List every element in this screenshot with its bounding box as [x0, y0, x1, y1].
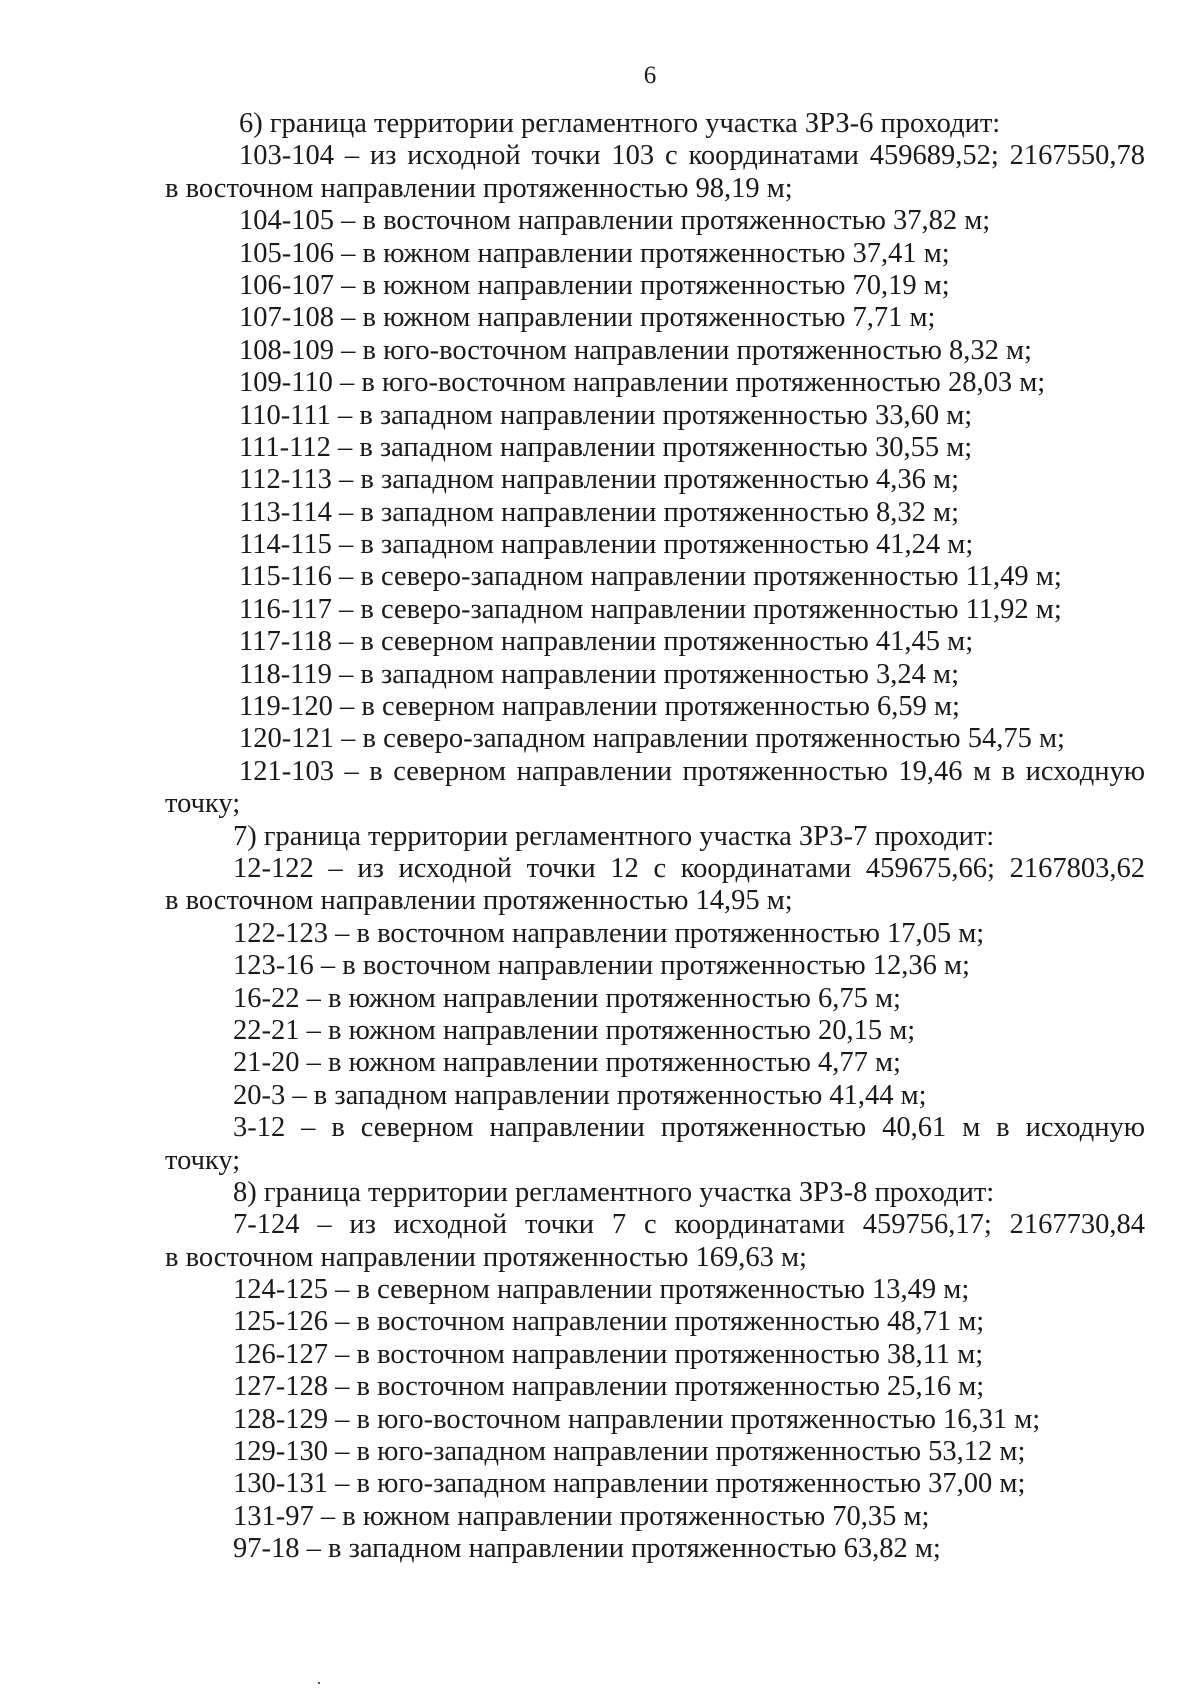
text-line: 22-21 – в южном направлении протяженностью 20,15 м;	[233, 1014, 916, 1046]
scan-speck	[318, 1682, 320, 1684]
page-number: 6	[643, 62, 657, 89]
text-line: 116-117 – в северо-западном направлении протяженностью 11,92 м;	[239, 593, 1062, 625]
text-line: 7) граница территории регламентного участка ЗРЗ-7 проходит:	[233, 820, 995, 852]
text-line: 3-12 – в северном направлении протяженностью 40,61 м в исходную	[233, 1112, 1145, 1144]
text-line: 117-118 – в северном направлении протяженностью 41,45 м;	[239, 626, 974, 658]
text-line: точку;	[165, 788, 241, 820]
text-line: 115-116 – в северо-западном направлении протяженностью 11,49 м;	[239, 561, 1062, 593]
text-line: 119-120 – в северном направлении протяженностью 6,59 м;	[239, 691, 960, 723]
text-line: 105-106 – в южном направлении протяженностью 37,41 м;	[239, 237, 950, 269]
text-line: 12-122 – из исходной точки 12 с координатами 459675,66; 2167803,62	[233, 852, 1145, 884]
text-line: 110-111 – в западном направлении протяженностью 33,60 м;	[239, 399, 973, 431]
document-body	[165, 108, 1145, 1566]
text-line: 121-103 – в северном направлении протяженностью 19,46 м в исходную	[239, 755, 1145, 787]
text-line: 124-125 – в северном направлении протяженностью 13,49 м;	[233, 1274, 970, 1306]
text-line: 114-115 – в западном направлении протяженностью 41,24 м;	[239, 529, 974, 561]
text-line: 8) граница территории регламентного участка ЗРЗ-8 проходит:	[233, 1176, 995, 1208]
text-line: 21-20 – в южном направлении протяженностью 4,77 м;	[233, 1047, 901, 1079]
text-line: в восточном направлении протяженностью 169,63 м;	[165, 1241, 807, 1273]
text-line: 97-18 – в западном направлении протяженностью 63,82 м;	[233, 1533, 941, 1565]
text-line: 122-123 – в восточном направлении протяженностью 17,05 м;	[233, 917, 985, 949]
text-line: 126-127 – в восточном направлении протяженностью 38,11 м;	[233, 1338, 984, 1370]
text-line: 106-107 – в южном направлении протяженностью 70,19 м;	[239, 269, 950, 301]
text-line: 16-22 – в южном направлении протяженностью 6,75 м;	[233, 982, 901, 1014]
text-line: 20-3 – в западном направлении протяженностью 41,44 м;	[233, 1079, 927, 1111]
text-line: 112-113 – в западном направлении протяженностью 4,36 м;	[239, 464, 959, 496]
text-line: 130-131 – в юго-западном направлении протяженностью 37,00 м;	[233, 1468, 1026, 1500]
text-line: 107-108 – в южном направлении протяженностью 7,71 м;	[239, 302, 936, 334]
text-line: 113-114 – в западном направлении протяженностью 8,32 м;	[239, 496, 959, 528]
text-line: 123-16 – в восточном направлении протяженностью 12,36 м;	[233, 950, 970, 982]
text-line: 103-104 – из исходной точки 103 с координатами 459689,52; 2167550,78	[239, 140, 1145, 172]
text-line: 125-126 – в восточном направлении протяженностью 48,71 м;	[233, 1306, 985, 1338]
text-line: 120-121 – в северо-западном направлении протяженностью 54,75 м;	[239, 723, 1065, 755]
text-line: точку;	[165, 1144, 241, 1176]
text-line: 104-105 – в восточном направлении протяженностью 37,82 м;	[239, 205, 991, 237]
text-line: 128-129 – в юго-восточном направлении протяженностью 16,31 м;	[233, 1403, 1041, 1435]
text-line: 6) граница территории регламентного участка ЗРЗ-6 проходит:	[239, 108, 1001, 139]
text-line: 118-119 – в западном направлении протяженностью 3,24 м;	[239, 658, 959, 690]
text-line: 7-124 – из исходной точки 7 с координатами 459756,17; 2167730,84	[233, 1209, 1145, 1241]
text-line: 109-110 – в юго-восточном направлении протяженностью 28,03 м;	[239, 367, 1046, 399]
text-line: 131-97 – в южном направлении протяженностью 70,35 м;	[233, 1500, 930, 1532]
text-line: 129-130 – в юго-западном направлении протяженностью 53,12 м;	[233, 1436, 1026, 1468]
text-line: в восточном направлении протяженностью 14,95 м;	[165, 885, 793, 917]
text-line: 111-112 – в западном направлении протяженностью 30,55 м;	[239, 431, 973, 463]
text-line: 108-109 – в юго-восточном направлении протяженностью 8,32 м;	[239, 334, 1032, 366]
text-line: 127-128 – в восточном направлении протяженностью 25,16 м;	[233, 1371, 985, 1403]
text-line: в восточном направлении протяженностью 98,19 м;	[165, 172, 793, 204]
